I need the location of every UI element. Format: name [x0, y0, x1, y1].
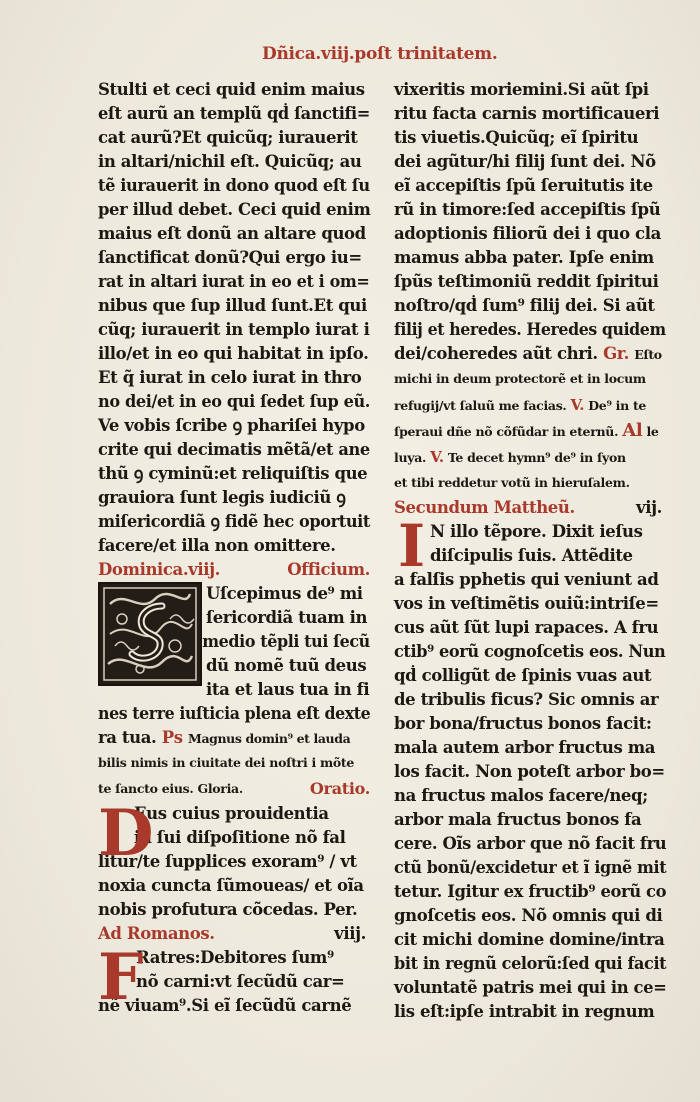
rubric-versus: V.	[570, 396, 585, 414]
text-line-psalm	[98, 726, 370, 750]
small-text-line: bilis nimis in ciuitate dei noſtri i mõte	[98, 755, 355, 770]
text-line: miſericordiã ꝯ fidẽ hec oportuit	[98, 512, 370, 531]
text-line: N illo tẽpore. Dixit ieſus	[430, 522, 643, 541]
text-line: medio tẽpli tui ſecũ	[202, 632, 370, 651]
text-line: nẽ viuam⁹.Si eĩ ſecũdũ carnẽ	[98, 996, 352, 1015]
rubric-oratio: Oratio.	[309, 779, 370, 798]
text-line: vos in veſtimẽtis ouiũ:intriſe=	[394, 594, 659, 613]
rubric-ps: Ps	[161, 728, 183, 747]
rubric-ad-romanos: Ad Romanos.	[98, 924, 215, 943]
small-text-line: michi in deum protectorẽ et in locum	[394, 371, 646, 386]
text-line: dei agũtur/hi filij ſunt dei. Nõ	[394, 152, 656, 171]
graduale-text: Eſto	[634, 347, 662, 362]
text-line: Uſcepimus de⁹ mi	[206, 584, 363, 603]
text-line: eſt aurũ an templũ qḋ ſanctifi=	[98, 104, 370, 123]
text-line: ctũ bonũ/excidetur et ĩ ignẽ mit	[394, 858, 667, 877]
text-line: noxia cuncta ſũmoueas/ et oĩa	[98, 876, 364, 895]
small-text: luya.	[394, 450, 427, 465]
text-line: cit michi domine domine/intra	[394, 930, 665, 949]
text-line: rat in altari iurat in eo et i om=	[98, 272, 370, 291]
text-line: Stulti et ceci quid enim maius	[98, 80, 365, 99]
chapter-number: vij.	[636, 498, 662, 517]
chapter-number: viij.	[334, 924, 366, 943]
text-line: grauiora ſunt legis iudiciũ ꝯ	[98, 488, 346, 507]
rubric-secundum-mattheum: Secundum Mattheũ.	[394, 498, 575, 517]
text-line: tẽ iurauerit in dono quod eſt ſu	[98, 176, 370, 195]
text-line: crite qui decimatis mẽtã/et ane	[98, 440, 370, 459]
text-line: bit in regnũ celorũ:ſed qui facit	[394, 954, 667, 973]
left-text-block-a	[98, 78, 370, 558]
text-line: tis viuetis.Quicũq; eĩ ſpiritu	[394, 128, 639, 147]
rubric-heading-dominica	[98, 558, 370, 582]
text-line: nobis profutura cõcedas. Per.	[98, 900, 358, 919]
text-line: in altari/nichil eſt. Quicũq; au	[98, 152, 362, 171]
text-line: Eus cuius prouidentia	[134, 804, 329, 823]
running-head: Dñica.viij.poſt trinitatem.	[262, 44, 498, 64]
small-text: Te decet hymn⁹ de⁹ in ſyon	[447, 450, 626, 465]
left-column	[98, 78, 371, 1015]
oratio-block	[98, 796, 370, 922]
text-line: maius eſt donũ an altare quod	[98, 224, 366, 243]
text-span: ra tua.	[98, 728, 157, 747]
text-line: arbor mala fructus bonos fa	[394, 810, 642, 829]
text-line: cat aurũ?Et quicũq; iurauerit	[98, 128, 358, 147]
small-text-line-al	[394, 418, 666, 444]
text-line: eĩ accepiſtis ſpũ ſeruitutis ite	[394, 176, 653, 195]
text-line: cũq; iurauerit in templo iurat i	[98, 320, 370, 339]
text-line: Et q̃ iurat in celo iurat in thro	[98, 368, 362, 387]
small-text: te ſancto eius. Gloria.	[98, 781, 243, 796]
text-line: mala autem arbor fructus ma	[394, 738, 656, 757]
text-line: nibus que ſup illud ſunt.Et qui	[98, 296, 367, 315]
text-line: ſpũs teſtimoniũ reddit ſpiritui	[394, 272, 659, 291]
text-line: tetur. Igitur ex fructib⁹ eorũ co	[394, 882, 667, 901]
text-line: diſcipulis ſuis. Attẽdite	[430, 546, 633, 565]
rubric-heading-mattheum	[394, 496, 666, 520]
rubric-versus-2: V.	[430, 448, 444, 466]
text-line: bor bona/fructus bonos facit:	[394, 714, 652, 733]
red-initial-d: D	[98, 796, 154, 871]
rubric-dominica: Dominica.viij.	[98, 560, 221, 579]
small-text: le	[646, 424, 659, 439]
text-line: de tribulis ficus? Sic omnis ar	[394, 690, 659, 709]
text-line: ritu facta carnis mortificaueri	[394, 104, 660, 123]
text-line: Ve vobis ſcribe ꝯ phariſei hypo	[98, 416, 365, 435]
epistle-block	[98, 940, 370, 1018]
text-line: na fructus malos facere/neq;	[394, 786, 648, 805]
text-line-graduale	[394, 342, 666, 366]
small-text-line-v2	[394, 444, 666, 470]
text-span: dei/coheredes aũt chri.	[394, 344, 598, 363]
officium-block	[98, 582, 370, 702]
text-line: a falſis pphetis qui veniunt ad	[394, 570, 659, 589]
text-line: litur/te ſupplices exoram⁹ / vt	[98, 852, 357, 871]
text-line: rũ in timore:ſed accepiſtis ſpũ	[394, 200, 661, 219]
text-line: cus aũt ſũt lupi rapaces. A fru	[394, 618, 659, 637]
text-line: nes terre iuſticia plena eſt dexte	[98, 704, 371, 723]
right-column	[394, 78, 667, 1021]
text-line: ita et laus tua in fi	[206, 680, 370, 699]
text-line: qḋ colligũt de ſpinis vuas aut	[394, 666, 652, 685]
text-line: facere/et illa non omittere.	[98, 536, 336, 555]
text-line: mamus abba pater. Ipſe enim	[394, 248, 654, 267]
text-line: filij et heredes. Heredes quidem	[394, 320, 666, 339]
text-line: ctib⁹ eorũ cognoſcetis eos. Nun	[394, 642, 666, 661]
red-initial-f: F	[98, 940, 144, 1015]
small-text: refugij/vt ſaluũ me facias.	[394, 398, 567, 413]
rubric-officium: Officium.	[287, 560, 370, 579]
text-line: cere. Oĩs arbor que nõ facit fru	[394, 834, 667, 853]
rubric-alleluia: Al	[622, 420, 643, 441]
rubric-gr: Gr.	[603, 344, 629, 363]
text-line: illo/et in eo qui habitat in ipſo.	[98, 344, 369, 363]
text-line: ſanctificat donũ?Qui ergo iu=	[98, 248, 362, 267]
text-line: noſtro/qḋ ſum⁹ filij dei. Si aũt	[394, 296, 655, 315]
text-line: vixeritis moriemini.Si aũt ſpi	[394, 80, 649, 99]
text-line: adoptionis filiorũ dei i quo cla	[394, 224, 661, 243]
psalm-text: Magnus domin⁹ et lauda	[188, 731, 351, 746]
red-initial-i: I	[398, 512, 426, 580]
text-line: thũ ꝯ cyminũ:et reliquiſtis que	[98, 464, 368, 483]
right-text-block-a	[394, 78, 666, 366]
text-line: voluntatẽ patris mei qui in ce=	[394, 978, 667, 997]
text-line: lis eſt:ipſe intrabit in regnum	[394, 1002, 655, 1021]
text-line: Ratres:Debitores ſum⁹	[136, 948, 334, 967]
small-text-line-v1	[394, 392, 666, 418]
text-line: dũ nomẽ tuũ deus	[206, 656, 367, 675]
text-line: no dei/et in eo qui ſedet ſup eũ.	[98, 392, 371, 411]
small-text: De⁹ in te	[588, 398, 647, 413]
text-line: in ſui diſpoſitione nõ fal	[134, 828, 346, 847]
text-line: gnoſcetis eos. Nõ omnis qui di	[394, 906, 663, 925]
text-line: per illud debet. Ceci quid enim	[98, 200, 371, 219]
text-line: ſericordiã tuam in	[206, 608, 368, 627]
small-text: ſperaui dñe nõ cõfũdar in eternũ.	[394, 424, 619, 439]
text-line: nõ carni:vt ſecũdũ car=	[136, 972, 345, 991]
small-text-line: et tibi reddetur votũ in hieruſalem.	[394, 475, 630, 490]
text-line: los facit. Non poteſt arbor bo=	[394, 762, 665, 781]
